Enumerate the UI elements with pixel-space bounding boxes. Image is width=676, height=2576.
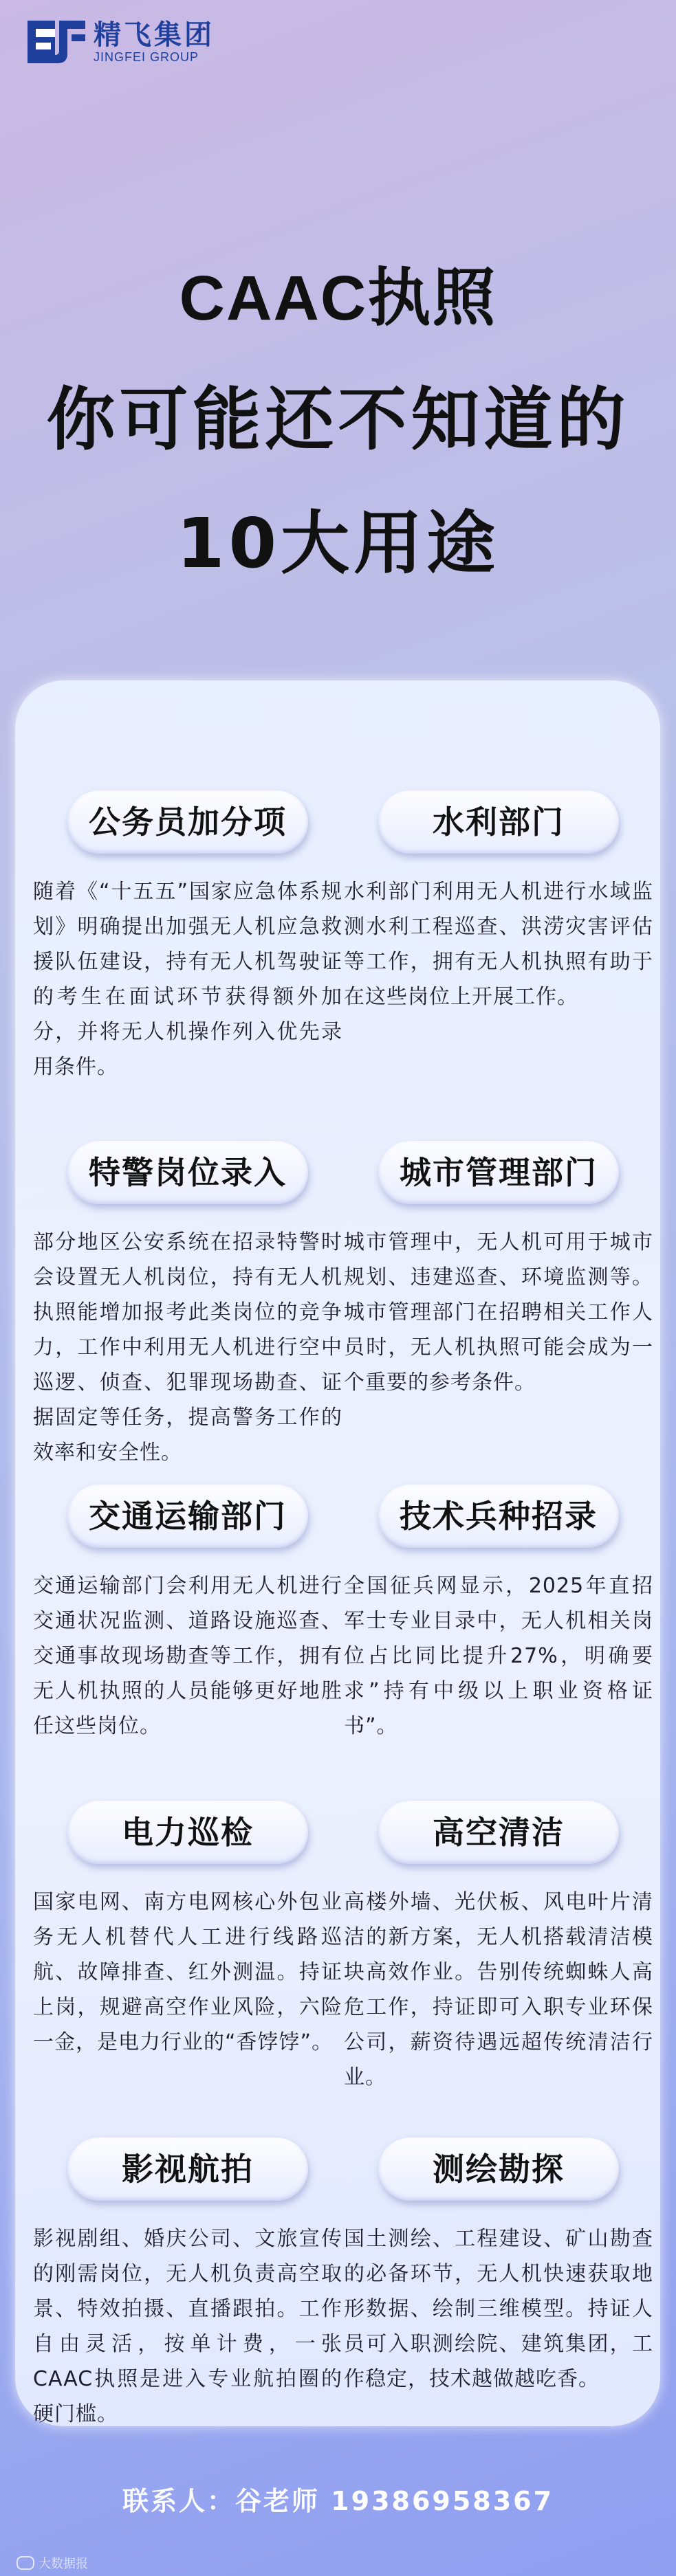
section-title: 电力巡检 — [67, 1801, 308, 1864]
section-body: 城市管理中，无人机可用于城市规划、违建巡查、环境监测等。城市管理部门在招聘相关工作人员时，无人机执照可能会成为一个重要的参考条件。 — [344, 1230, 653, 1395]
watermark-text: 大数据报 — [39, 2557, 88, 2571]
section-military-recruitment — [344, 1485, 653, 1744]
section-power-inspection — [33, 1801, 342, 2060]
section-title: 城市管理部门 — [378, 1141, 619, 1204]
watermark-icon — [17, 2556, 34, 2570]
section-body: 交通运输部门会利用无人机进行交通状况监测、道路设施巡查、交通事故现场勘查等工作，拥有无人机执照的人员能够更好地胜任这些岗位。 — [33, 1574, 342, 1738]
section-body: 全国征兵网显示，2025年直招军士专业目录中，无人机相关岗位占比同比提升27%，明确要求”持有中级以上职业资格证书”。 — [344, 1574, 653, 1738]
section-transportation — [33, 1485, 342, 1744]
section-body: 水利部门利用无人机进行水域监测水利工程巡查、洪涝灾害评估等工作，拥有无人机执照有助于在这些岗位上开展工作。 — [344, 880, 653, 1009]
section-title: 测绘勘探 — [378, 2138, 619, 2201]
section-aerial-filming — [33, 2138, 342, 2432]
headline-line-3: 10大用途 — [176, 503, 500, 584]
section-title: 水利部门 — [378, 790, 619, 854]
contact-info: 联系人：谷老师 19386958367 — [122, 2486, 554, 2516]
section-title: 公务员加分项 — [67, 790, 308, 854]
section-high-altitude-cleaning — [344, 1801, 653, 2095]
section-title: 技术兵种招录 — [378, 1485, 619, 1548]
company-logo — [26, 19, 215, 65]
headline-line-1: CAAC执照 — [179, 263, 497, 333]
logo-english-name: JINGFEI GROUP — [94, 49, 199, 64]
section-body: 随着《“十五五”国家应急体系规划》明确提出加强无人机应急救援队伍建设，持有无人机驾驶证的考生在面试环节获得额外加分，并将无人机操作列入优先录用条件。 — [33, 880, 342, 1079]
section-body: 部分地区公安系统在招录特警时会设置无人机岗位，持有无人机执照能增加报考此类岗位的竞争力，工作中利用无人机进行空中巡逻、侦查、犯罪现场勘查、证据固定等任务，提高警务工作的效率和安全性。 — [33, 1230, 342, 1465]
section-urban-management — [344, 1141, 653, 1400]
section-special-police — [33, 1141, 342, 1470]
section-body: 高楼外墙、光伏板、风电叶片清洁的新方案，无人机搭载清洁模块高效作业。告别传统蜘蛛人高危工作，持证即可入职专业环保公司，薪资待遇远超传统清洁行业。 — [344, 1890, 653, 2089]
watermark — [17, 2554, 88, 2572]
section-surveying — [344, 2138, 653, 2397]
section-body: 影视剧组、婚庆公司、文旅宣传的刚需岗位，无人机负责高空取景、特效拍摄、直播跟拍。工作自由灵活，按单计费，一张CAAC执照是进入专业航拍圈的硬门槛。 — [33, 2227, 342, 2426]
section-water-conservancy — [344, 790, 653, 1014]
logo-chinese-name: 精飞集团 — [94, 19, 215, 51]
section-civil-servant — [33, 790, 342, 1085]
section-body: 国土测绘、工程建设、矿山勘查的必备环节，无人机快速获取地形数据、绘制三维模型。持证人员可入职测绘院、建筑集团，工作稳定，技术越做越吃香。 — [344, 2227, 653, 2391]
section-title: 特警岗位录入 — [67, 1141, 308, 1204]
section-title: 影视航拍 — [67, 2138, 308, 2201]
section-title: 交通运输部门 — [67, 1485, 308, 1548]
jf-logo-icon — [26, 19, 87, 65]
headline-line-2: 你可能还不知道的 — [46, 379, 630, 460]
section-title: 高空清洁 — [378, 1801, 619, 1864]
section-body: 国家电网、南方电网核心外包业务无人机替代人工进行线路巡航、故障排查、红外测温。持证上岗，规避高空作业风险，六险一金，是电力行业的“香饽饽”。 — [33, 1890, 342, 2054]
